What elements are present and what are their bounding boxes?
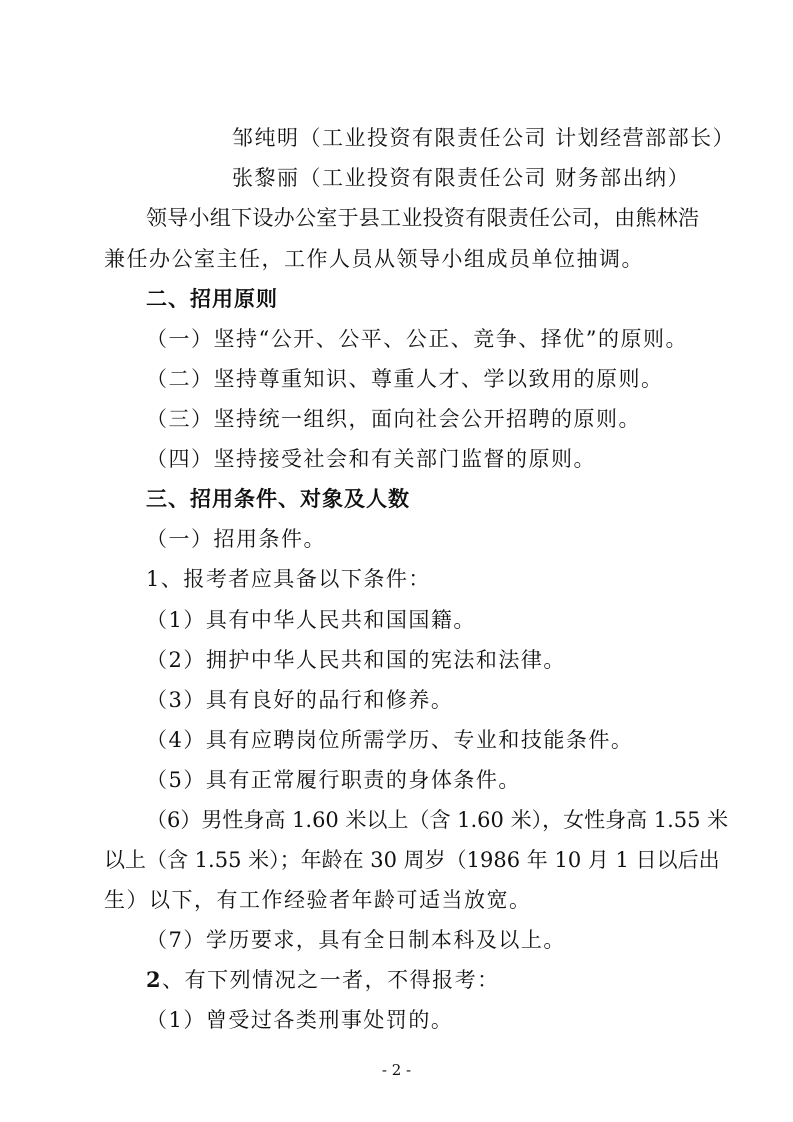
exclusions-intro-text: 、有下列情况之一者，不得报考： xyxy=(162,968,500,992)
section-heading: 二、招用原则 xyxy=(146,287,278,311)
page-number: - 2 - xyxy=(381,1061,412,1079)
exclusion-item: （1）曾受过各类刑事处罚的。 xyxy=(146,1008,454,1032)
principle-item: （一）坚持“公开、公平、公正、竞争、择优”的原则。 xyxy=(146,327,688,351)
principle-item: （四）坚持接受社会和有关部门监督的原则。 xyxy=(146,447,596,471)
exclusions-intro-number: 2 xyxy=(146,967,163,992)
requirements-intro: 1、报考者应具备以下条件： xyxy=(146,567,431,591)
office-paragraph-line: 兼任办公室主任，工作人员从领导小组成员单位抽调。 xyxy=(104,247,644,271)
office-paragraph-line: 领导小组下设办公室于县工业投资有限责任公司，由熊林浩 xyxy=(146,206,699,230)
section-heading: 三、招用条件、对象及人数 xyxy=(146,487,410,511)
member-line: 邹纯明（工业投资有限责任公司 计划经营部部长） xyxy=(232,126,736,150)
subsection-heading: （一）招用条件。 xyxy=(146,527,326,551)
requirement-item-6-line: 以上（含 1.55 米）；年龄在 30 周岁（1986 年 10 月 1 日以后出 xyxy=(104,848,720,872)
principle-item: （三）坚持统一组织，面向社会公开招聘的原则。 xyxy=(146,407,641,431)
principle-item: （二）坚持尊重知识、尊重人才、学以致用的原则。 xyxy=(146,367,664,391)
requirement-item: （1）具有中华人民共和国国籍。 xyxy=(146,608,476,632)
requirement-item: （7）学历要求，具有全日制本科及以上。 xyxy=(146,928,566,952)
requirement-item: （4）具有应聘岗位所需学历、专业和技能条件。 xyxy=(146,728,634,752)
member-line: 张黎丽（工业投资有限责任公司 财务部出纳） xyxy=(232,166,691,190)
requirement-item-6-line: 生）以下，有工作经验者年龄可适当放宽。 xyxy=(104,888,532,912)
requirement-item: （3）具有良好的品行和修养。 xyxy=(146,688,454,712)
requirement-item: （2）拥护中华人民共和国的宪法和法律。 xyxy=(146,648,566,672)
requirement-item: （5）具有正常履行职责的身体条件。 xyxy=(146,768,521,792)
exclusions-intro xyxy=(146,966,500,994)
requirement-item-6-line: （6）男性身高 1.60 米以上（含 1.60 米），女性身高 1.55 米 xyxy=(146,808,729,832)
